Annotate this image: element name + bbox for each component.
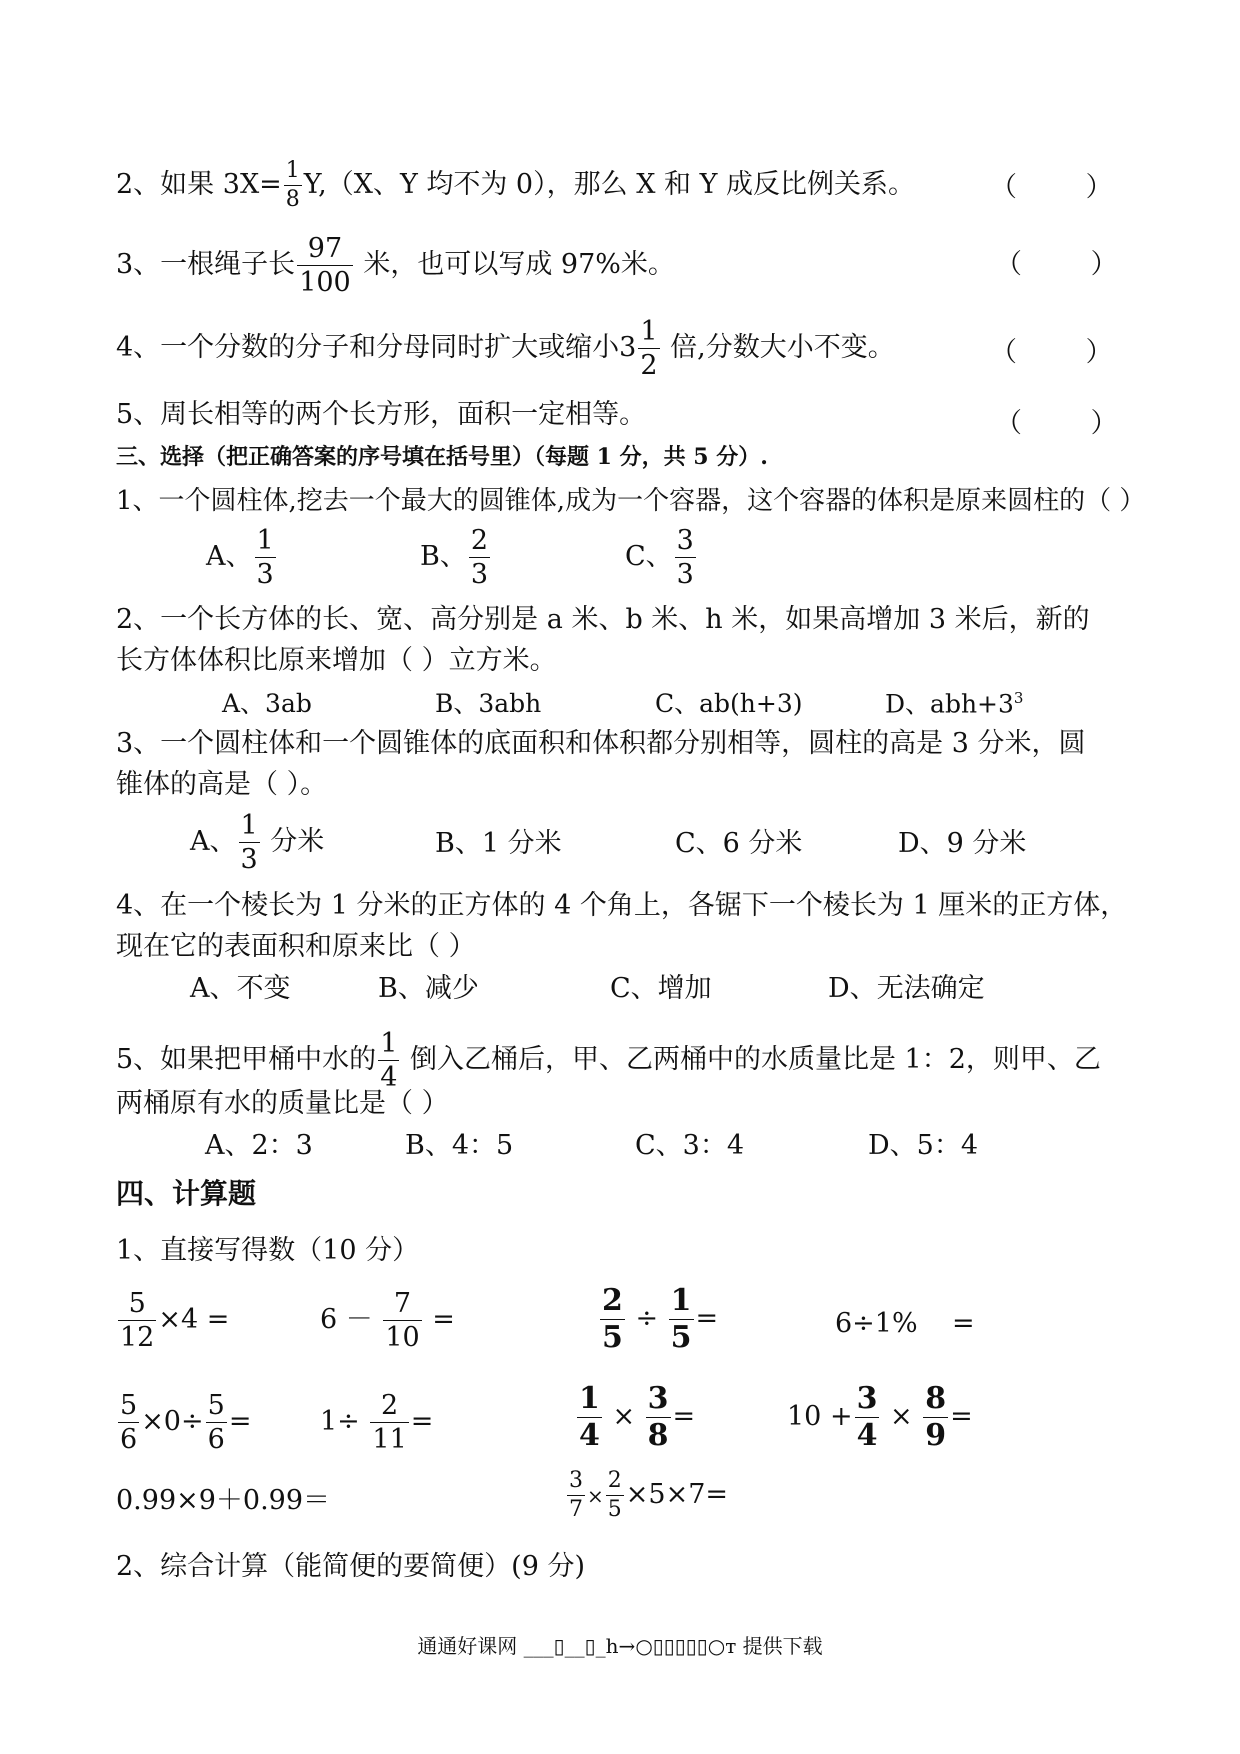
choice-q2-line1: 2、一个长方体的长、宽、高分别是 a 米、b 米、h 米，如果高增加 3 米后，新的: [116, 604, 1090, 635]
fraction: $\frac{2}{5}$: [602, 1283, 623, 1355]
fraction: $\frac{2}{3}$: [470, 525, 489, 590]
calc-r1-b: 6 － $\frac{7}{10}$ =: [320, 1288, 455, 1353]
choice-q5-opt-c: C、3：4: [635, 1130, 745, 1161]
choice-q1-opt-a: A、 $\frac{1}{3}$: [206, 525, 274, 590]
footer-watermark: 通通好课网 ___▯__▯_h→○▯▯▯▯▯○т 提供下载: [417, 1634, 823, 1658]
judge-q5: 5、周长相等的两个长方形，面积一定相等。: [116, 399, 647, 430]
answer-paren[interactable]: （ ）: [990, 337, 1113, 368]
choice-q4-line1: 4、在一个棱长为 1 分米的正方体的 4 个角上，各锯下一个棱长为 1 厘米的正方体，: [116, 890, 1128, 921]
fraction: $\frac{3}{8}$: [647, 1381, 669, 1453]
fraction: $\frac{1}{4}$: [380, 1028, 398, 1093]
fraction: $\frac{3}{4}$: [856, 1381, 878, 1453]
choice-q4-opt-a: A、不变: [190, 973, 291, 1004]
fraction: $\frac{2}{11}$: [372, 1390, 407, 1455]
calc-r1-c: $\frac{2}{5}$ ÷ $\frac{1}{5}$ =: [602, 1283, 719, 1355]
answer-paren[interactable]: （ ）: [995, 249, 1118, 280]
choice-q2-opt-a: A、3ab: [222, 689, 312, 718]
calc-r3-b: $\frac{3}{7}$ × $\frac{2}{5}$ ×5×7=: [569, 1468, 728, 1522]
choice-q2-opt-c: C、ab(h+3): [655, 689, 803, 718]
choice-q1-opt-c: C、 $\frac{3}{3}$: [625, 525, 694, 590]
choice-q5-opt-d: D、5：4: [868, 1130, 979, 1161]
fraction: $\frac{8}{9}$: [925, 1381, 947, 1453]
fraction: $\frac{97}{100}$: [299, 233, 351, 298]
choice-q3-line1: 3、一个圆柱体和一个圆锥体的底面积和体积都分别相等，圆柱的高是 3 分米，圆: [116, 728, 1086, 759]
answer-paren[interactable]: （ ）: [990, 172, 1113, 203]
choice-q4-opt-c: C、增加: [610, 973, 712, 1004]
fraction: $\frac{1}{2}$: [640, 316, 658, 381]
choice-q4-opt-b: B、减少: [378, 973, 479, 1004]
calc-r2-c: $\frac{1}{4}$ × $\frac{3}{8}$ =: [579, 1381, 696, 1453]
choice-q2-opt-d: D、$abh+3^3$: [885, 689, 1024, 719]
choice-q1: 1、一个圆柱体,挖去一个最大的圆锥体,成为一个容器，这个容器的体积是原来圆柱的（ ）: [116, 486, 1146, 516]
fraction: $\frac{1}{8}$: [285, 158, 300, 212]
calc-r2-b: 1÷ $\frac{2}{11}$ =: [320, 1390, 434, 1455]
fraction: $\frac{7}{10}$: [385, 1288, 420, 1353]
choice-q4-opt-d: D、无法确定: [828, 973, 985, 1004]
fraction: $\frac{1}{3}$: [256, 525, 274, 590]
choice-q3-opt-d: D、9 分米: [898, 828, 1027, 859]
calc-r2-d: 10 + $\frac{3}{4}$ × $\frac{8}{9}$ =: [787, 1381, 973, 1453]
choice-q1-opt-b: B、 $\frac{2}{3}$: [420, 525, 489, 590]
fraction: $\frac{5}{12}$: [120, 1288, 155, 1353]
choice-q5-opt-b: B、4：5: [405, 1130, 514, 1161]
calc-r1-a: $\frac{5}{12}$ ×4 =: [120, 1288, 230, 1353]
choice-q3-opt-a: A、 $\frac{1}{3}$ 分米: [190, 810, 325, 875]
calc-r1-d: 6÷1% =: [835, 1308, 975, 1339]
calc-r3-a: 0.99×9＋0.99＝: [116, 1485, 331, 1516]
fraction: $\frac{5}{6}$: [120, 1390, 138, 1455]
choice-q2-line2: 长方体体积比原来增加（ ）立方米。: [116, 645, 557, 676]
choice-q5-opt-a: A、2：3: [205, 1130, 313, 1161]
judge-q3: 3、一根绳子长 $\frac{97}{100}$ 米，也可以写成 97%米。: [116, 233, 675, 298]
calc-sub1: 1、直接写得数（10 分）: [116, 1235, 420, 1266]
calc-sub2: 2、综合计算（能简便的要简便）(9 分): [116, 1551, 586, 1582]
judge-q2: 2、如果 3X= $\frac{1}{8}$ Y,（X、Y 均不为 0），那么 X 和 Y 成反比例关系。: [116, 158, 915, 212]
fraction: $\frac{1}{5}$: [670, 1283, 692, 1355]
fraction: $\frac{3}{7}$: [569, 1468, 583, 1522]
choice-q2-opt-b: B、3abh: [435, 689, 542, 718]
choice-q3-opt-c: C、6 分米: [675, 828, 803, 859]
section-title-calc: 四、计算题: [116, 1177, 257, 1210]
fraction: $\frac{5}{6}$: [207, 1390, 225, 1455]
fraction: $\frac{1}{3}$: [240, 810, 258, 875]
fraction: $\frac{1}{4}$: [579, 1381, 600, 1453]
choice-q5-line1: 5、如果把甲桶中水的 $\frac{1}{4}$ 倒入乙桶后，甲、乙两桶中的水质量比是 1：2，则甲、乙: [116, 1028, 1101, 1093]
judge-q4: 4、一个分数的分子和分母同时扩大或缩小3 $\frac{1}{2}$ 倍,分数大小不变。: [116, 316, 895, 381]
fraction: $\frac{2}{5}$: [607, 1468, 622, 1522]
choice-q5-line2: 两桶原有水的质量比是（ ）: [116, 1088, 449, 1119]
fraction: $\frac{3}{3}$: [676, 525, 694, 590]
calc-r2-a: $\frac{5}{6}$ ×0÷ $\frac{5}{6}$ =: [120, 1390, 252, 1455]
section-title-choice: 三、选择（把正确答案的序号填在括号里）（每题 1 分，共 5 分）.: [116, 444, 768, 470]
choice-q3-opt-b: B、1 分米: [435, 828, 562, 859]
choice-q4-line2: 现在它的表面积和原来比（ ）: [116, 931, 476, 962]
answer-paren[interactable]: （ ）: [995, 408, 1118, 439]
choice-q3-line2: 锥体的高是（ ）。: [116, 769, 328, 800]
